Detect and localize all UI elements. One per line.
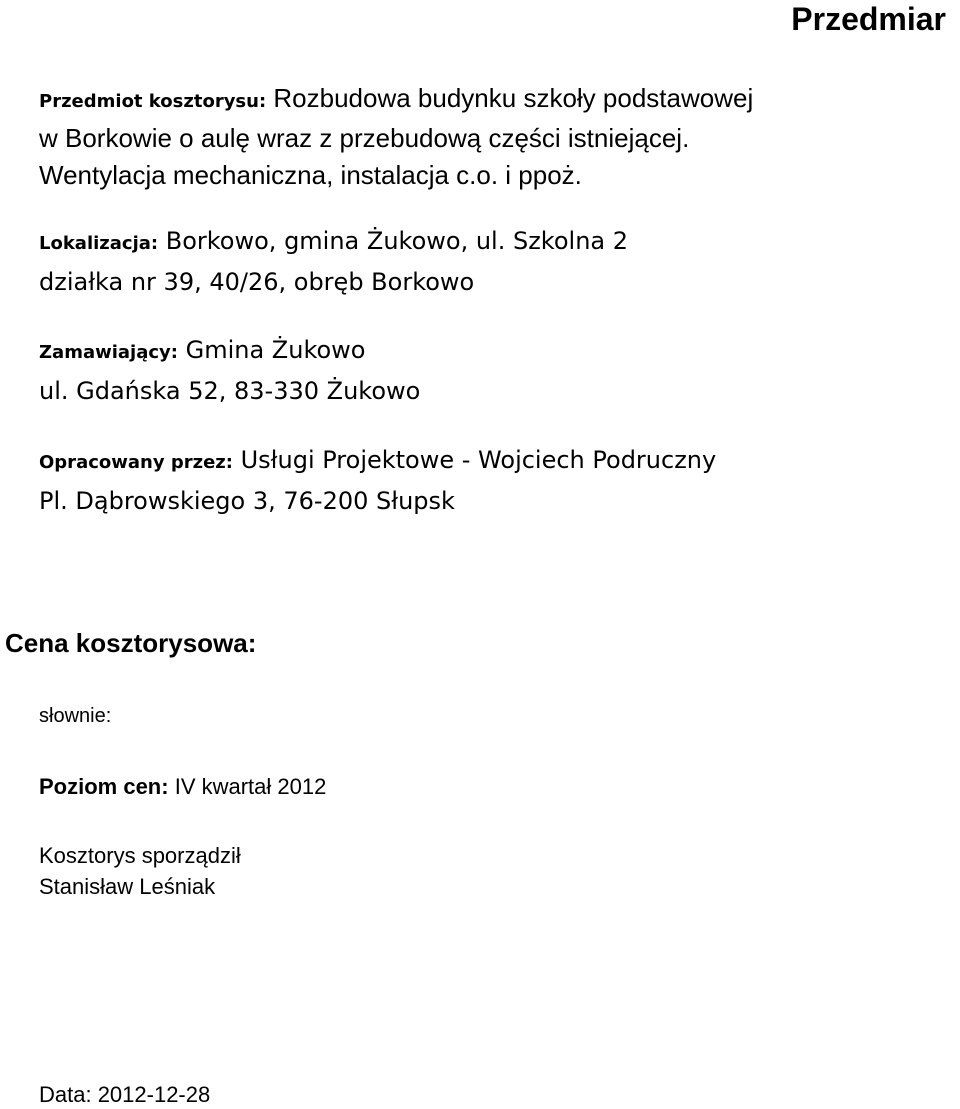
- client-section: [39, 331, 420, 411]
- client-value-1: Gmina Żukowo: [185, 336, 366, 364]
- subject-value-1: Rozbudowa budynku szkoły podstawowej: [273, 83, 754, 113]
- location-section: [39, 222, 628, 302]
- location-line-1: [39, 222, 628, 263]
- subject-section: [39, 80, 753, 194]
- prepared-by-label: Opracowany przez:: [39, 452, 233, 473]
- price-level: [39, 773, 326, 801]
- client-line-1: [39, 331, 420, 372]
- author-line-1: Kosztorys sporządził: [39, 843, 241, 868]
- client-line-2: ul. Gdańska 52, 83-330 Żukowo: [39, 377, 421, 405]
- estimate-author: [39, 840, 241, 902]
- location-value-1: Borkowo, gmina Żukowo, ul. Szkolna 2: [165, 227, 629, 255]
- client-label: Zamawiający:: [39, 342, 178, 363]
- subject-label: Przedmiot kosztorysu:: [39, 91, 267, 112]
- cost-heading: Cena kosztorysowa:: [5, 628, 257, 658]
- document-date: Data: 2012-12-28: [39, 1082, 211, 1107]
- prepared-by-section: [39, 441, 716, 521]
- page-title: Przedmiar: [791, 1, 946, 37]
- location-line-2: działka nr 39, 40/26, obręb Borkowo: [39, 268, 475, 296]
- in-words-label: słownie:: [39, 705, 112, 727]
- prepared-by-value-1: Usługi Projektowe - Wojciech Podruczny: [240, 446, 717, 474]
- price-level-label: Poziom cen:: [39, 774, 169, 799]
- prepared-by-line-1: [39, 441, 716, 482]
- price-level-value: IV kwartał 2012: [174, 774, 327, 799]
- subject-line-1: [39, 80, 753, 120]
- location-label: Lokalizacja:: [39, 233, 159, 254]
- subject-line-3: Wentylacja mechaniczna, instalacja c.o. i ppoż.: [39, 160, 582, 190]
- prepared-by-line-2: Pl. Dąbrowskiego 3, 76-200 Słupsk: [39, 487, 455, 515]
- subject-line-2: w Borkowie o aulę wraz z przebudową części istniejącej.: [39, 123, 690, 153]
- author-name: Stanisław Leśniak: [39, 874, 216, 899]
